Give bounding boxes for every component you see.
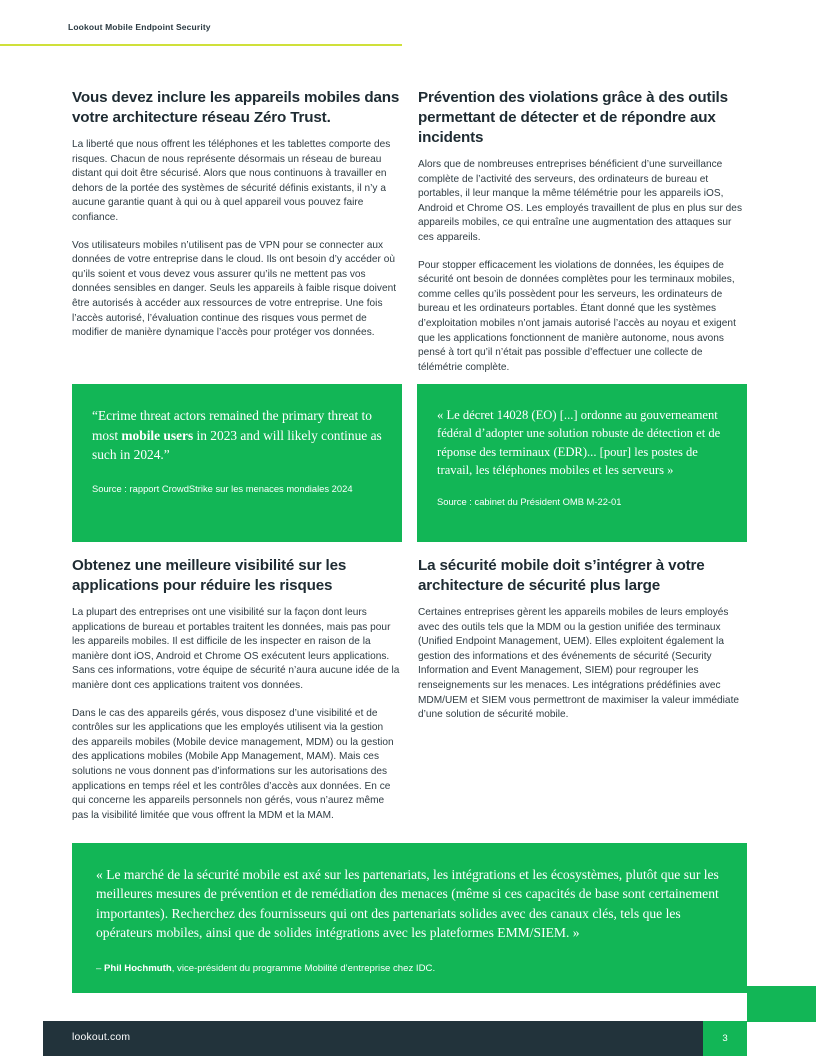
quote-source-idc: [96, 961, 723, 976]
quote-text-idc: « Le marché de la sécurité mobile est axé sur les partenariats, les intégrations et les écosystèmes, plutôt que sur les meilleures mesures de prévention et de remédiation des menaces (même si ces capacités de base sont certainement importantes). Recherchez des fournisseurs qui ont des partenariats solides avec des canaux clés, tels que les opérateurs mobiles, ainsi que de solides intégrations avec les plateformes EMM/SIEM. »: [96, 867, 719, 941]
paragraph-integration-1: Certaines entreprises gèrent les appareils mobiles de leurs employés avec des outils tels que la MDM ou la gestion unifiée des terminaux (Unified Endpoint Management, UEM). Elles exploitent également la gestion des informations et des événements de sécurité (Security Information and Event Management, SIEM) pour regrouper les renseignements sur les menaces. Les intégrations prédéfinies avec MDM/UEM et SIEM vous permettront de maximiser la valeur immédiate d’une solution de sécurité mobile.: [418, 607, 740, 721]
paragraph-zero-trust-2: Vos utilisateurs mobiles n’utilisent pas de VPN pour se connecter aux données de votre entreprise dans le cloud. Ils ont besoin d’y accéder où qu’ils soient et vous devez vous assurer qu’ils ne mettent pas vos données sensibles en danger. Seuls les appareils à faible risque doivent être autorisés à accéder aux ressources de votre entreprise. Une fois l’accès autorisé, l’évaluation continue des risques vous permet de modifier de manière dynamique l’accès pour protéger vos données.: [72, 239, 397, 339]
quote-source-executive-order: Source : cabinet du Président OMB M-22-01: [437, 495, 622, 507]
section-prevention: [418, 88, 748, 375]
quote-idc-dash: –: [96, 962, 105, 974]
paragraph-prevention-1: Alors que de nombreuses entreprises bénéficient d’une surveillance complète de l’activité des serveurs, des ordinateurs de bureau et portables, il leur manque la même télémétrie pour les appareils iOS, Android et Chrome OS. Les employés travaillent de plus en plus sur des appareils mobiles, ce qui entraîne une augmentation des attaques sur ces appareils.: [418, 159, 743, 243]
page-title-visibility: Obtenez une meilleure visibilité sur les applications pour réduire les risques: [72, 557, 347, 594]
quote-crowdstrike-bold: mobile users: [121, 427, 194, 443]
section-integration: [418, 556, 748, 723]
quote-idc-author: Phil Hochmuth: [104, 962, 172, 974]
quote-box-executive-order: [417, 384, 747, 542]
paragraph-prevention-2: Pour stopper efficacement les violations de données, les équipes de sécurité ont besoin de données complètes pour les terminaux mobiles, comme celles qu’ils possèdent pour les serveurs, les ordinateurs de bureau et les ordinateurs portables. Étant donné que les systèmes d’exploitation mobiles n’ont jamais autorisé l’accès au noyau et exigent que les applications fonctionnent de manière autonome, nous avons pensé à tort qu’il n’était pas possible d’effectuer une collecte de télémétrie complète.: [418, 259, 736, 373]
paragraph-visibility-1: La plupart des entreprises ont une visibilité sur la façon dont leurs applications de bureau et portables traitent les données, mais pas pour les appareils mobiles. Il est difficile de les inspecter en raison de la manière dont iOS, Android et Chrome OS exécutent leurs applications. Sans ces informations, votre équipe de sécurité n’aura aucune idée de la manière dont ces applications traitent vos données.: [72, 607, 400, 691]
quote-crowdstrike-before: “Ecrime threat actors remained the primary threat to most: [92, 408, 372, 443]
quote-source-crowdstrike: Source : rapport CrowdStrike sur les menaces mondiales 2024: [92, 482, 353, 494]
footer-url[interactable]: lookout.com: [72, 1032, 131, 1043]
quote-idc-role: , vice-président du programme Mobilité d’entreprise chez IDC.: [171, 962, 436, 974]
paragraph-visibility-2: Dans le cas des appareils gérés, vous disposez d’une visibilité et de contrôles sur les applications que les employés utilisent via la gestion des appareils mobiles (Mobile device management, MDM) ou la gestion des applications mobiles (Mobile App Management, MAM). Mais ces solutions ne vous donnent pas d’informations sur les autorisations des applications en temps réel et les contrôles d’accès aux données. En ce qui concerne les appareils personnels non gérés, vous n’aurez même pas la visibilité limitée que vous offrent la MDM et la MAM.: [72, 707, 394, 821]
header-rule-divider: [0, 44, 402, 46]
page-title-prevention: Prévention des violations grâce à des outils permettant de détecter et de répondre aux incidents: [418, 89, 728, 146]
page-title-zero-trust: Vous devez inclure les appareils mobiles dans votre architecture réseau Zéro Trust.: [72, 89, 400, 126]
page-title-integration: La sécurité mobile doit s’intégrer à votre architecture de sécurité plus large: [418, 557, 705, 594]
quote-text-executive-order: « Le décret 14028 (EO) [...] ordonne au gouverneament fédéral d’adopter une solution robuste de détection et de réponse des terminaux (EDR)... [pour] les postes de travail, les téléphones mobiles et les serveurs »: [437, 408, 721, 478]
corner-accent-block: [747, 986, 816, 1022]
page-number-badge: 3: [703, 1021, 747, 1056]
quote-box-idc: [72, 843, 747, 993]
footer-bar: [43, 1021, 703, 1056]
paragraph-zero-trust-1: La liberté que nous offrent les téléphones et les tablettes comporte des risques. Chacun de nous représente désormais un réseau de bureau distant qui doit être sécurisé. Alors que nous continuons à travailler en dehors de la portée des systèmes de sécurité définis existants, il n’y a aucune garantie quant à qui ou à quel appareil vous pouvez faire confiance.: [72, 139, 391, 223]
quote-box-crowdstrike: [72, 384, 402, 542]
document-header-label: Lookout Mobile Endpoint Security: [68, 22, 211, 32]
section-zero-trust: [72, 88, 402, 341]
quote-text-crowdstrike: [92, 406, 382, 465]
section-visibility: [72, 556, 402, 823]
quote-crowdstrike-after: in 2023 and will likely continue as such in 2024.”: [92, 427, 382, 463]
